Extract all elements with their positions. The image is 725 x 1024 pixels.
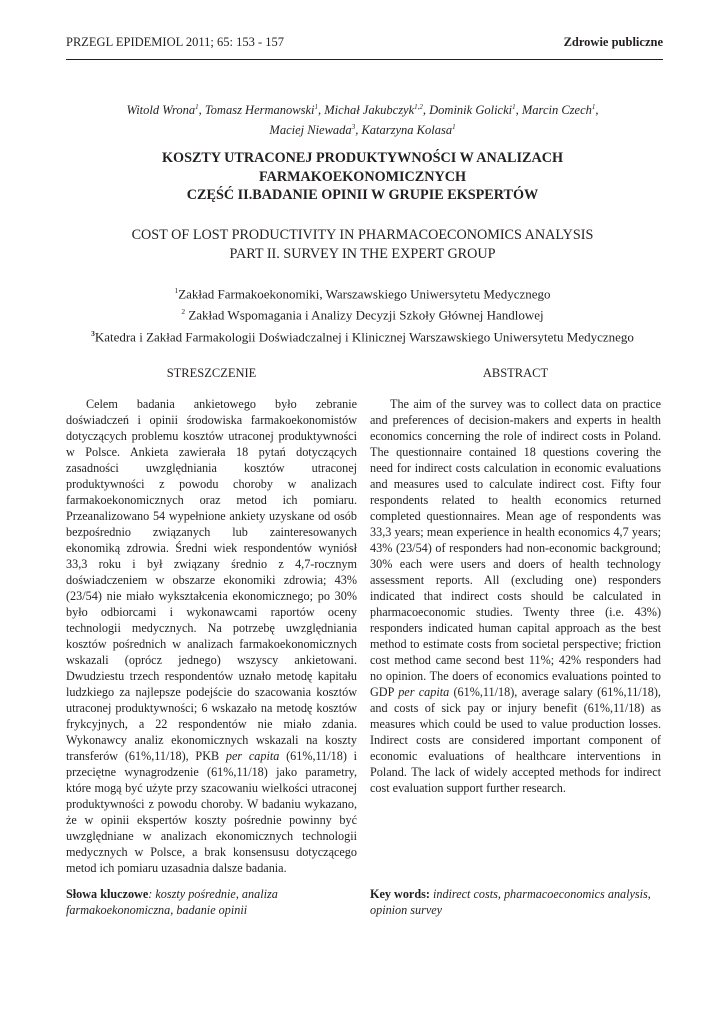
affiliation-1 — [70, 282, 655, 303]
author-affiliation-mark: 1 — [314, 103, 319, 111]
affiliation-mark: 3 — [91, 328, 95, 338]
affiliation-text: Katedra i Zakład Farmakologii Doświadczalnej i Klinicznej Warszawskiego Uniwersytetu Medycznego — [94, 328, 634, 344]
abstract-text-part: (61%,11/18), average salary (61%,11/18), and costs of sick pay or injury benefit (61%,11/18) as measures which could be used to value production losses. Indirect costs are considered important component of economic evaluations of healthcare interventions in Poland. The lack of widely accepted methods for indirect cost evaluation support further research. — [370, 685, 661, 795]
affiliation-3 — [70, 325, 655, 346]
journal-citation: PRZEGL EPIDEMIOL 2011; 65: 153 - 157 — [66, 35, 285, 49]
keywords-label: Słowa kluczowe — [66, 887, 149, 901]
author-name: , Katarzyna Kolasa — [355, 123, 453, 138]
streszczenie-text-part: (61%,11/18) i przeciętne wynagrodzenie (61%,11/18) jako parametry, które mogą być użyte przy szacowaniu wielkości utraconej produktywności z powodu choroby. W badaniu wykazano, że w opinii ekspertów koszty pośrednie powinny być uwzględniane w analizach ekonomicznych technologii medycznych w Polsce, a brak konsensusu dotyczącego metod ich pomiaru uzasadnia dalsze badania. — [66, 749, 358, 875]
title-line: PART II. SURVEY IN THE EXPERT GROUP — [229, 246, 496, 262]
streszczenie-text-part: Celem badania ankietowego było zebranie doświadczeń i opinii środowiska farmakoekonomistów dotyczących problemu kosztów utraconej produktywności w Polsce. Ankieta zawierała 18 pytań dotyczących zasadności uwzględniania kosztów utraconej produktywności z powodu choroby w analizach farmakoekonomicznych oraz metod ich pomiaru. Przeanalizowano 54 wypełnione ankiety uzyskane od osób bezpośrednio związanych lub zainteresowanych ekonomiką zdrowia. Średni wiek respondentów wyniósł 33,3 roku i był związany średnio z 4,7-rocznym doświadczeniem w obszarze ekonomiki zdrowia; 43% (23/54) nie miało wykształcenia ekonomicznego; po 30% było odbiorcami i wykonawcami raportów oceny technologii medycznych. Na potrzebę uwzględniania kosztów pośrednich w analizach farmakoekonomicznych wskazali (oprócz jednego) wszyscy ankietowani. Dwudziestu trzech respondentów uznało metodę kapitału ludzkiego za najlepsze podejście do szacowania kosztów utraconej produktywności; 6 wskazało na metodę kosztów frykcyjnych, a 22 respondentów nie miało zdania. Wykonawcy analiz ekonomicznych wskazali na koszty transferów (61%,11/18), PKB — [66, 397, 357, 763]
affiliation-mark: 2 — [181, 307, 186, 317]
abstract-italic-term: per capita — [398, 685, 450, 699]
author-affiliation-mark: 1 — [452, 123, 456, 132]
author-name: , Tomasz Hermanowski — [198, 103, 315, 118]
affiliation-text: Zakład Farmakoekonomiki, Warszawskiego Uniwersytetu Medycznego — [178, 286, 551, 302]
running-header — [66, 35, 663, 60]
keywords-polish — [66, 886, 357, 918]
abstract-text — [370, 396, 661, 796]
author-name: Witold Wrona — [126, 103, 196, 118]
affiliations — [70, 282, 655, 346]
streszczenie-column — [66, 366, 357, 876]
affiliation-2 — [70, 303, 655, 324]
keywords-label: Key words: — [370, 887, 430, 901]
abstract-heading: ABSTRACT — [482, 366, 549, 380]
title-english — [80, 226, 645, 264]
abstract-column — [370, 366, 661, 796]
streszczenie-italic-term: per capita — [225, 749, 280, 763]
author-affiliation-mark: 3 — [351, 123, 356, 132]
title-line: KOSZTY UTRACONEJ PRODUKTYWNOŚCI W ANALIZACH — [162, 150, 563, 166]
streszczenie-heading: STRESZCZENIE — [166, 366, 257, 380]
keywords-english — [370, 886, 661, 918]
streszczenie-text — [66, 396, 357, 876]
author-affiliation-mark: 1 — [195, 103, 199, 111]
author-affiliation-mark: 1,2 — [414, 103, 423, 111]
keywords-text: indirect costs, pharmacoeconomics analysis, opinion survey — [370, 887, 651, 917]
author-name: Maciej Niewada — [269, 123, 352, 138]
section-name: Zdrowie publiczne — [563, 35, 663, 49]
keywords-text: : koszty pośrednie, analiza farmakoekonomiczna, badanie opinii — [66, 887, 278, 917]
affiliation-mark: 1 — [174, 286, 179, 295]
author-list — [90, 99, 635, 139]
title-line: CZĘŚĆ II.BADANIE OPINII W GRUPIE EKSPERTÓW — [186, 187, 539, 203]
author-separator: , — [595, 103, 599, 118]
abstract-text-part: The aim of the survey was to collect data on practice and preferences of decision-makers and experts in health economics concerning the role of indirect costs in Poland. The questionnaire contained 18 questions covering the need for indirect costs calculation in economic evaluations and measures used to calculate indirect cost. Fifty four respondents related to health economics returned completed questionnaires. Mean age of respondents was 33,3 years; mean experience in health economics 4,7 years; 43% (23/54) of responders had non-economic background; 30% each were users and doers of health technology assessment reports. All (excluding one) responders indicated that indirect costs should be calculated in pharmacoeconomic studies. Twenty three (i.e. 43%) responders indicated human capital approach as the best method to estimate costs from societal perspective; friction cost method came second best 11%; 42% responders had no opinion. The doers of economics evaluations pointed to GDP — [370, 397, 661, 699]
author-name: , Dominik Golicki — [422, 103, 513, 118]
title-line: FARMAKOEKONOMICZNYCH — [258, 168, 467, 185]
author-affiliation-mark: 1 — [591, 103, 596, 111]
affiliation-text: Zakład Wspomagania i Analizy Decyzji Szkoły Głównej Handlowej — [185, 307, 544, 323]
author-affiliation-mark: 1 — [512, 103, 516, 111]
author-name: , Michał Jakubczyk — [318, 103, 415, 118]
title-line: COST OF LOST PRODUCTIVITY IN PHARMACOECONOMICS ANALYSIS — [131, 227, 594, 243]
title-polish — [80, 149, 645, 205]
author-name: , Marcin Czech — [515, 103, 592, 118]
